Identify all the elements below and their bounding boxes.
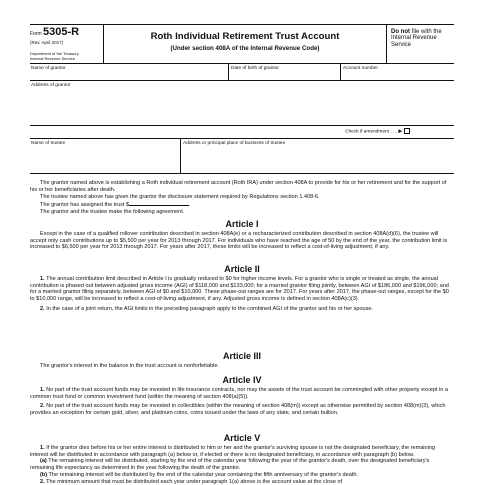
article-5-subparagraph: (b) The remaining interest will be distributed by the end of the calendar year containing the fifth anniversary of the grantor's death. [40, 471, 358, 478]
article-5-paragraph: 1. If the grantor dies before his or her entire interest is distributed to him or her and the grantor's surviving spouse is not the designated beneficiary, the remaining interest will be distributed in accordance with paragraph (a) below or, if elected or there is no designated beneficiary, in accordance with paragraph (b) below. [30, 445, 436, 458]
divider [30, 173, 454, 174]
article-4-paragraph: 1. No part of the trust account funds may be invested in life insurance contracts, nor may the assets of the trust account be commingled with other property except in a common trust fund or common investment fund (within the meaning of section 408(a)(5)). [30, 387, 448, 400]
article-1-text: Except in the case of a qualified rollover contribution described in section 408A(e) or a recharacterized contribution described in section 408A(d)(6), the trustee will accept only cash contributions up to $5,500 per year for 2013 through 2017. For individuals who have reached the age of 50 by the end of the year, the contribution limit is increased to $6,500 per year for 2013 through 2017. For years after 2017, these limits will be increased to reflect a cost-of-living adjustment, if any. [30, 231, 448, 251]
article-4-body [30, 387, 454, 417]
article-5-body [30, 445, 454, 485]
trustee-address-label: Address or principal place of business of trustee [183, 141, 286, 146]
form-id-block [30, 25, 104, 64]
intro-paragraph: The grantor named above is establishing a Roth individual retirement account (Roth IRA) under section 408A to provide for his or her retirement and for the support of his or her beneficiaries after death. [30, 180, 447, 193]
divider [180, 138, 181, 173]
amendment-check[interactable]: Check if amendment . . . ▶ [345, 128, 410, 134]
do-not-file-notice: Do not file with the Internal Revenue Service [386, 25, 454, 64]
date-of-birth-label: Date of birth of grantor [231, 66, 279, 71]
department: Department of the Treasury Internal Revenue Service [30, 51, 79, 61]
name-of-grantor-label: Name of grantor [31, 66, 66, 71]
divider [30, 125, 454, 126]
address-of-grantor-label: Address of grantor [31, 83, 71, 88]
form-label: Form [30, 31, 42, 37]
article-1-heading: Article I [225, 219, 259, 229]
name-of-trustee-label: Name of trustee [31, 141, 66, 146]
article-2-body [30, 276, 454, 313]
article-3-heading: Article III [222, 351, 261, 361]
form-subtitle: (Under section 408A of the Internal Revenue Code) [170, 45, 320, 52]
article-4-paragraph: 2. No part of the trust account funds may be invested in collectibles (within the meaning of section 408(m)) except as otherwise permitted by section 408(m)(3), which provides an exception for certain gold, silver, and platinum coins, coins issued under the laws of any state, and certain bullion. [30, 403, 446, 417]
divider [228, 64, 229, 80]
account-number-label: Account number [343, 66, 378, 71]
article-5-heading: Article V [223, 433, 261, 443]
form-header [30, 24, 454, 64]
article-5-paragraph: 2. The minimum amount that must be distributed each year under paragraph 1(a) above is the account value at the close of [40, 478, 343, 485]
assigned-amount-line: The grantor has assigned the trust $ . [40, 202, 191, 209]
article-2-paragraph: 2. In the case of a joint return, the AGI limits in the preceding paragraph apply to the combined AGI of the grantor and his or her spouse. [40, 305, 374, 312]
divider [340, 64, 341, 80]
article-2-paragraph: 1. The annual contribution limit described in Article I is gradually reduced to $0 for higher income levels. For a grantor who is single or treated as single, the annual contribution is phased out between adjusted gross income (AGI) of $118,000 and $133,000; for a married grantor filing jointly, between AGI of $186,000 and $196,000; and for a married grantor filing separately, between AGI of $0 and $10,000. These phase-out ranges are for 2017. For years after 2017, the phase-out ranges, except for the $0 to $10,000 range, will be increased to reflect a cost-of-living adjustment, if any. Adjusted gross income is defined in section 408A(c)(3). [30, 276, 449, 303]
form-title: Roth Individual Retirement Trust Account [150, 31, 340, 42]
article-4-heading: Article IV [222, 375, 262, 385]
intro-section [30, 180, 454, 216]
amendment-checkbox[interactable] [404, 128, 410, 134]
article-5-subparagraph: (a) The remaining interest will be distributed, starting by the end of the calendar year following the year of the grantor's death, over the designated beneficiary's remaining life expectancy as determined in the year following the death of the grantor. [30, 458, 430, 472]
divider [30, 80, 454, 81]
amount-field[interactable] [129, 205, 189, 206]
article-3-text: The grantor's interest in the balance in the trust account is nonforfeitable. [40, 363, 219, 369]
revision-date: (Rev. April 2017) [30, 40, 64, 45]
article-2-heading: Article II [224, 264, 260, 274]
divider [30, 138, 454, 139]
intro-paragraph: The trustee named above has given the grantor the disclosure statement required by Regulations section 1.408-6. [40, 194, 320, 201]
form-number: 5305-R [43, 26, 80, 38]
intro-paragraph: The grantor and the trustee make the following agreement. [40, 208, 185, 215]
